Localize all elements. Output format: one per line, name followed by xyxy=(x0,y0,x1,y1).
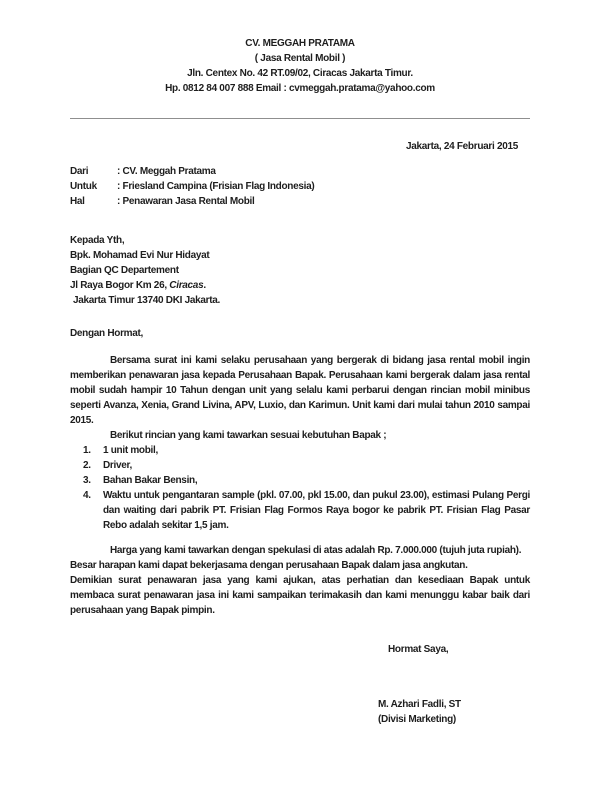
addressee-city: Jakarta Timur 13740 DKI Jakarta. xyxy=(73,295,220,306)
body-paragraph-1: Bersama surat ini kami selaku perusahaan yang bergerak di bidang jasa rental mobil ingin memberikan penawaran jasa kepada Perusahaan Bapak. Perusahaan kami bergerak dalam jasa rental mobil sudah hampir 10 Tahun dengan unit yang selalu kami perbarui dengan rincian mobil minibus seperti Avanza, Xenia, Grand Livina, APV, Luxio, dan Karimun. Unit kami dari mulai tahun 2010 sampai 2015. xyxy=(70,355,530,426)
meta-value: : CV. Meggah Pratama xyxy=(117,166,216,177)
closing-block xyxy=(378,642,530,727)
date-line: Jakarta, 24 Februari 2015 xyxy=(405,141,518,152)
letter-meta xyxy=(70,164,530,209)
addressee-street-suffix: . xyxy=(203,280,206,291)
meta-row-hal xyxy=(70,194,530,209)
list-item-number: 4. xyxy=(83,490,91,501)
addressee-street-city-italic: Ciracas xyxy=(169,280,204,291)
list-item-4 xyxy=(70,488,530,533)
addressee-salutation: Kepada Yth, xyxy=(70,235,125,246)
list-item-text: Driver, xyxy=(103,460,133,471)
list-item-text: Waktu untuk pengantaran sample (pkl. 07.00, pkl 15.00, dan pukul 23.00), estimasi Pulang Pergi dan waiting dari pabrik PT. Frisian Flag Formos Raya bogor ke pabrik PT. Frisian Flag Pasar Rebo adalah sekitar 1,5 jam. xyxy=(103,490,530,531)
company-contact: Hp. 0812 84 007 888 Email : cvmeggah.pratama@yahoo.com xyxy=(165,83,435,94)
addressee-department: Bagian QC Departement xyxy=(70,265,179,276)
list-item-text: 1 unit mobil, xyxy=(103,445,158,456)
list-item-number: 2. xyxy=(83,460,91,471)
meta-value: : Friesland Campina (Frisian Flag Indonesia) xyxy=(117,181,315,192)
list-item-1 xyxy=(70,443,530,458)
hope-paragraph: Besar harapan kami dapat bekerjasama dengan perusahaan Bapak dalam jasa angkutan. xyxy=(70,560,468,571)
letterhead xyxy=(70,36,530,96)
meta-row-dari xyxy=(70,164,530,179)
addressee-name: Bpk. Mohamad Evi Nur Hidayat xyxy=(70,250,210,261)
list-item-3 xyxy=(70,473,530,488)
list-item-number: 3. xyxy=(83,475,91,486)
greeting: Dengan Hormat, xyxy=(70,328,144,339)
meta-value: : Penawaran Jasa Rental Mobil xyxy=(117,196,255,207)
list-item-2 xyxy=(70,458,530,473)
closing-salutation: Hormat Saya, xyxy=(388,644,449,655)
meta-row-untuk xyxy=(70,179,530,194)
meta-label: Untuk xyxy=(70,181,97,192)
company-name: CV. MEGGAH PRATAMA xyxy=(245,38,355,49)
letterhead-divider xyxy=(70,118,530,119)
signature-name: M. Azhari Fadli, ST xyxy=(378,699,461,710)
price-paragraph: Harga yang kami tawarkan dengan spekulasi di atas adalah Rp. 7.000.000 (tujuh juta rupiah). xyxy=(110,545,522,556)
closing-paragraph: Demikian surat penawaran jasa yang kami ajukan, atas perhatian dan kesediaan Bapak untuk membaca surat penawaran jasa ini kami sampaikan terimakasih dan kami menunggu kabar baik dari perusahaan yang Bapak pimpin. xyxy=(70,575,530,616)
addressee-street-prefix: Jl Raya Bogor Km 26, xyxy=(70,280,170,291)
offer-list xyxy=(70,443,530,533)
company-tagline: ( Jasa Rental Mobil ) xyxy=(254,53,346,64)
signature-title: (Divisi Marketing) xyxy=(378,714,456,725)
list-item-number: 1. xyxy=(83,445,91,456)
signature-block xyxy=(378,697,530,727)
list-intro: Berikut rincian yang kami tawarkan sesuai kebutuhan Bapak ; xyxy=(110,430,387,441)
addressee-street xyxy=(70,278,530,293)
addressee-block xyxy=(70,233,530,308)
company-address: Jln. Centex No. 42 RT.09/02, Ciracas Jakarta Timur. xyxy=(187,68,413,79)
list-item-text: Bahan Bakar Bensin, xyxy=(103,475,198,486)
meta-label: Hal xyxy=(70,196,85,207)
meta-label: Dari xyxy=(70,166,89,177)
